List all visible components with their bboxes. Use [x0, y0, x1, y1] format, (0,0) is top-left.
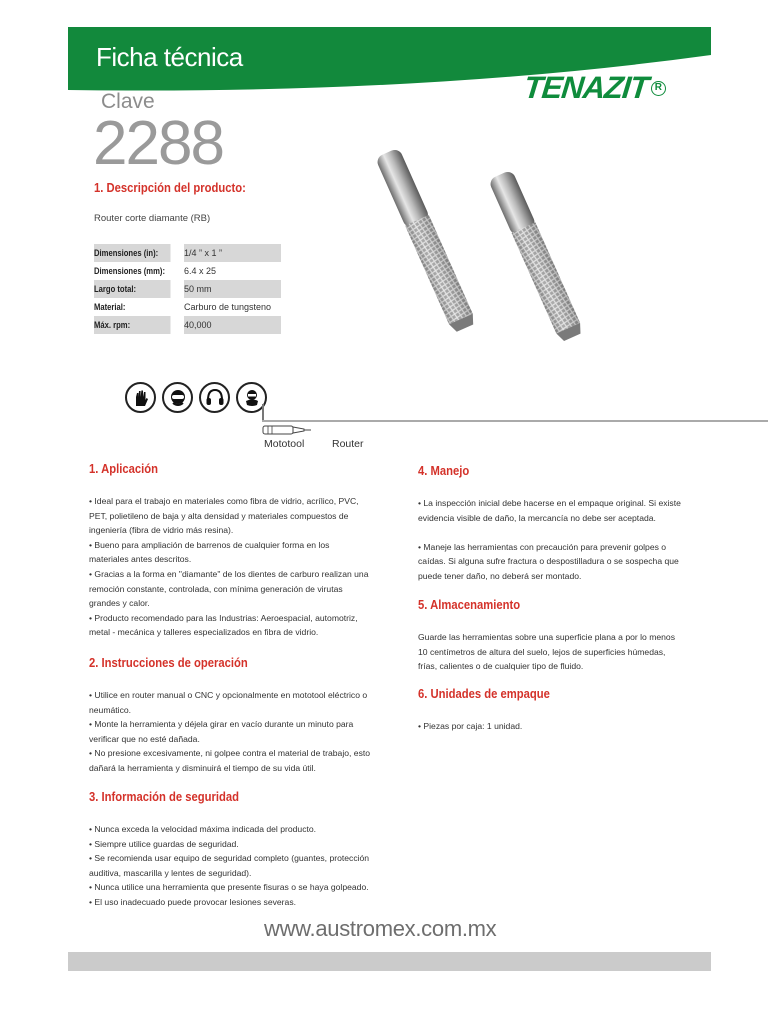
brand-logo	[524, 70, 666, 106]
spec-value: 40,000	[184, 316, 281, 334]
divider-tick	[262, 404, 264, 421]
spec-row	[94, 244, 281, 262]
spec-table	[94, 244, 281, 334]
product-description: Router corte diamante (RB)	[94, 213, 211, 224]
spec-label: Dimensiones (in):	[94, 244, 171, 262]
section-title-almacenamiento: 5. Almacenamiento	[418, 598, 521, 612]
paragraph-line: puede tener daño, no deberá ser montado.	[418, 570, 582, 581]
page-title: Ficha técnica	[96, 42, 243, 72]
paragraph-line: ingeniería (fibra de vidrio más resina).	[89, 525, 234, 536]
spec-label: Máx. rpm:	[94, 316, 171, 334]
spec-value: 6.4 x 25	[184, 266, 217, 276]
mototool-icon	[262, 424, 312, 436]
section-title-instrucciones: 2. Instrucciones de operación	[89, 656, 248, 670]
paragraph-line: • Monte la herramienta y déjela girar en vacío durante un minuto para	[89, 719, 354, 730]
paragraph-line: neumático.	[89, 704, 132, 715]
paragraph-line: • Se recomienda usar equipo de seguridad completo (guantes, protección	[89, 853, 370, 864]
spec-value: Carburo de tungsteno	[184, 302, 272, 312]
paragraph-line: grandes y calor.	[89, 598, 150, 609]
spec-label: Largo total:	[94, 280, 171, 298]
paragraph-line: • La inspección inicial debe hacerse en el empaque original. Si existe	[418, 498, 681, 508]
spec-row	[94, 262, 281, 280]
spec-label: Dimensiones (mm):	[94, 266, 165, 276]
gloves-icon	[125, 382, 156, 413]
paragraph-line	[418, 525, 681, 540]
paragraph-line: • Ideal para el trabajo en materiales como fibra de vidrio, acrílico, PVC,	[89, 496, 359, 506]
paragraph-line: • Bueno para ampliación de barrenos de cualquier forma en los	[89, 539, 330, 550]
paragraph-line: • Piezas por caja: 1 unidad.	[418, 721, 523, 731]
ear-protection-icon	[199, 382, 230, 413]
paragraph-line: metal - mecánica y talleres especializados en fibra de vidrio.	[89, 627, 319, 638]
spec-value: 50 mm	[184, 280, 281, 298]
brand-name: TENAZIT	[522, 70, 650, 105]
paragraph-line: auditiva, mascarilla y lentes de seguridad).	[89, 867, 252, 878]
paragraph-line: remoción constante, controlada, con mínima generación de virutas	[89, 583, 343, 594]
registered-mark-icon: R	[651, 81, 666, 96]
spec-value: 1/4 ” x 1 ”	[184, 244, 281, 262]
section-body-aplicacion	[89, 494, 369, 640]
section-body-empaque	[418, 719, 522, 734]
section-title-seguridad: 3. Información de seguridad	[89, 790, 240, 804]
paragraph-line: caídas. Si alguna sufre fractura o despostilladura o se sospecha que	[418, 556, 679, 567]
clave-number: 2288	[93, 109, 223, 178]
paragraph-line: • Maneje las herramientas con precaución para prevenir golpes o	[418, 541, 667, 552]
paragraph-line: • Nunca exceda la velocidad máxima indicada del producto.	[89, 824, 317, 834]
paragraph-line: • Nunca utilice una herramienta que presente fisuras o se haya golpeado.	[89, 882, 369, 893]
section-body-instrucciones	[89, 688, 370, 776]
paragraph-line: • Siempre utilice guardas de seguridad.	[89, 838, 239, 849]
paragraph-line: • No presione excesivamente, ni golpee contra el material de trabajo, esto	[89, 748, 371, 759]
paragraph-line: Guarde las herramientas sobre una superficie plana a por lo menos	[418, 632, 676, 642]
section-body-almacenamiento	[418, 630, 675, 674]
safety-icons	[125, 382, 267, 413]
paragraph-line: dañará la herramienta y disminuirá el tiempo de su vida útil.	[89, 762, 316, 773]
section-body-seguridad	[89, 822, 369, 910]
router-label: Router	[332, 438, 364, 450]
face-shield-icon	[162, 382, 193, 413]
footer-url-link[interactable]: www.austromex.com.mx	[264, 916, 497, 941]
paragraph-line: PET, polietileno de baja y alta densidad y materiales compuestos de	[89, 510, 349, 521]
paragraph-line: • Gracias a la forma en "diamante" de los dientes de carburo realizan una	[89, 568, 369, 579]
description-title: 1. Descripción del producto:	[94, 181, 246, 195]
product-image	[360, 150, 700, 360]
paragraph-line: materiales antes descritos.	[89, 554, 192, 565]
mototool-label: Mototool	[264, 438, 305, 450]
section-title-empaque: 6. Unidades de empaque	[418, 687, 550, 701]
paragraph-line: evidencia visible de daño, la mercancía no debe ser aceptada.	[418, 512, 656, 523]
paragraph-line: • El uso inadecuado puede provocar lesiones severas.	[89, 896, 297, 907]
section-title-manejo: 4. Manejo	[418, 464, 470, 478]
paragraph-line: • Producto recomendado para las Industrias: Aeroespacial, automotriz,	[89, 612, 358, 623]
paragraph-line: • Utilice en router manual o CNC y opcionalmente en mototool eléctrico o	[89, 690, 368, 700]
paragraph-line: 10 centímetros de altura del suelo, lejos de superficies húmedas,	[418, 646, 666, 657]
spec-row	[94, 316, 281, 334]
footer-bar	[68, 952, 711, 971]
section-divider	[262, 420, 768, 422]
spec-label: Material:	[94, 302, 126, 312]
section-title-aplicacion: 1. Aplicación	[89, 462, 158, 476]
spec-row	[94, 280, 281, 298]
paragraph-line: frías, calientes o de cualquier tipo de fluido.	[418, 661, 584, 672]
paragraph-line: verificar que no esté dañada.	[89, 733, 200, 744]
clave-label: Clave	[101, 90, 155, 113]
section-body-manejo	[418, 496, 681, 584]
spec-row	[94, 298, 281, 316]
